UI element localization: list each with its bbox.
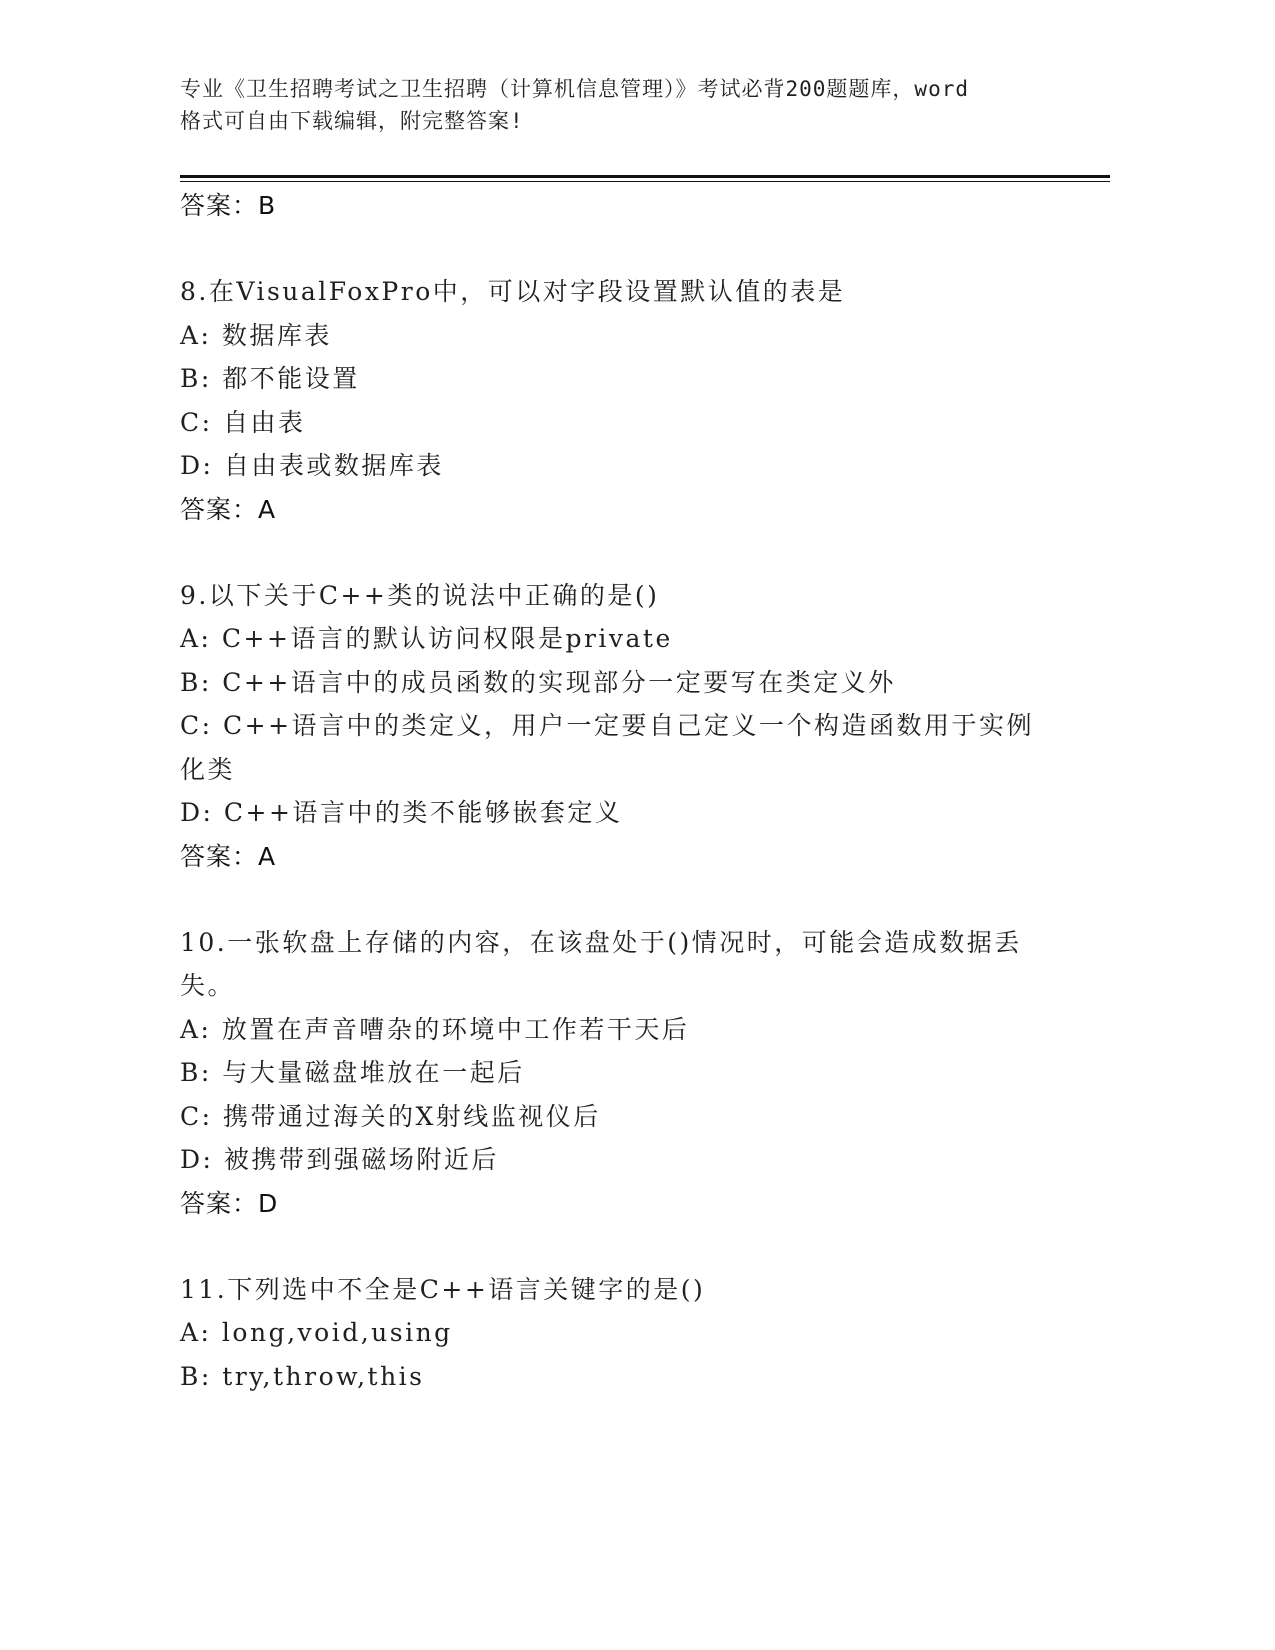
option-d: D: 自由表或数据库表 [180, 451, 444, 480]
answer-previous: 答案：B [180, 191, 277, 220]
question-stem-continued: 失。 [180, 971, 236, 1000]
question-stem: 9.以下关于C++类的说法中正确的是() [180, 580, 660, 610]
question-stem: 11.下列选中不全是C++语言关键字的是() [180, 1274, 706, 1304]
question-list [180, 184, 1110, 1398]
option-a: A: C++语言的默认访问权限是private [180, 624, 673, 653]
option-a: A: 放置在声音嘈杂的环境中工作若干天后 [180, 1014, 690, 1044]
option-c-continued: 化类 [180, 754, 236, 784]
question-11 [180, 1268, 1110, 1399]
option-b: B: C++语言中的成员函数的实现部分一定要写在类定义外 [180, 667, 896, 697]
question-8 [180, 270, 1110, 532]
document-header [180, 73, 1060, 137]
question-stem: 8.在VisualFoxPro中，可以对字段设置默认值的表是 [180, 277, 846, 306]
header-rule-thin [180, 181, 1110, 182]
option-d: D: 被携带到强磁场附近后 [180, 1145, 499, 1174]
question-stem: 10.一张软盘上存储的内容，在该盘处于()情况时，可能会造成数据丢 [180, 927, 1022, 957]
header-rule-thick [180, 175, 1110, 178]
option-d: D: C++语言中的类不能够嵌套定义 [180, 798, 623, 827]
option-a: A: 数据库表 [180, 320, 332, 350]
option-c: C: 携带通过海关的X射线监视仪后 [180, 1101, 601, 1131]
question-10 [180, 921, 1110, 1226]
answer-q8: 答案：A [180, 494, 277, 524]
option-b: B: 都不能设置 [180, 364, 360, 393]
option-b: B: try,throw,this [180, 1361, 425, 1391]
option-b: B: 与大量磁盘堆放在一起后 [180, 1058, 525, 1087]
option-a: A: long,void,using [180, 1318, 453, 1347]
question-9 [180, 574, 1110, 879]
header-line-1: 专业《卫生招聘考试之卫生招聘（计算机信息管理）》考试必背200题题库，word [180, 77, 969, 101]
header-line-2: 格式可自由下载编辑，附完整答案! [180, 109, 524, 133]
option-c: C: 自由表 [180, 407, 306, 437]
option-c: C: C++语言中的类定义，用户一定要自己定义一个构造函数用于实例 [180, 711, 1035, 740]
answer-q9: 答案：A [180, 841, 277, 871]
answer-q10: 答案：D [180, 1188, 279, 1218]
